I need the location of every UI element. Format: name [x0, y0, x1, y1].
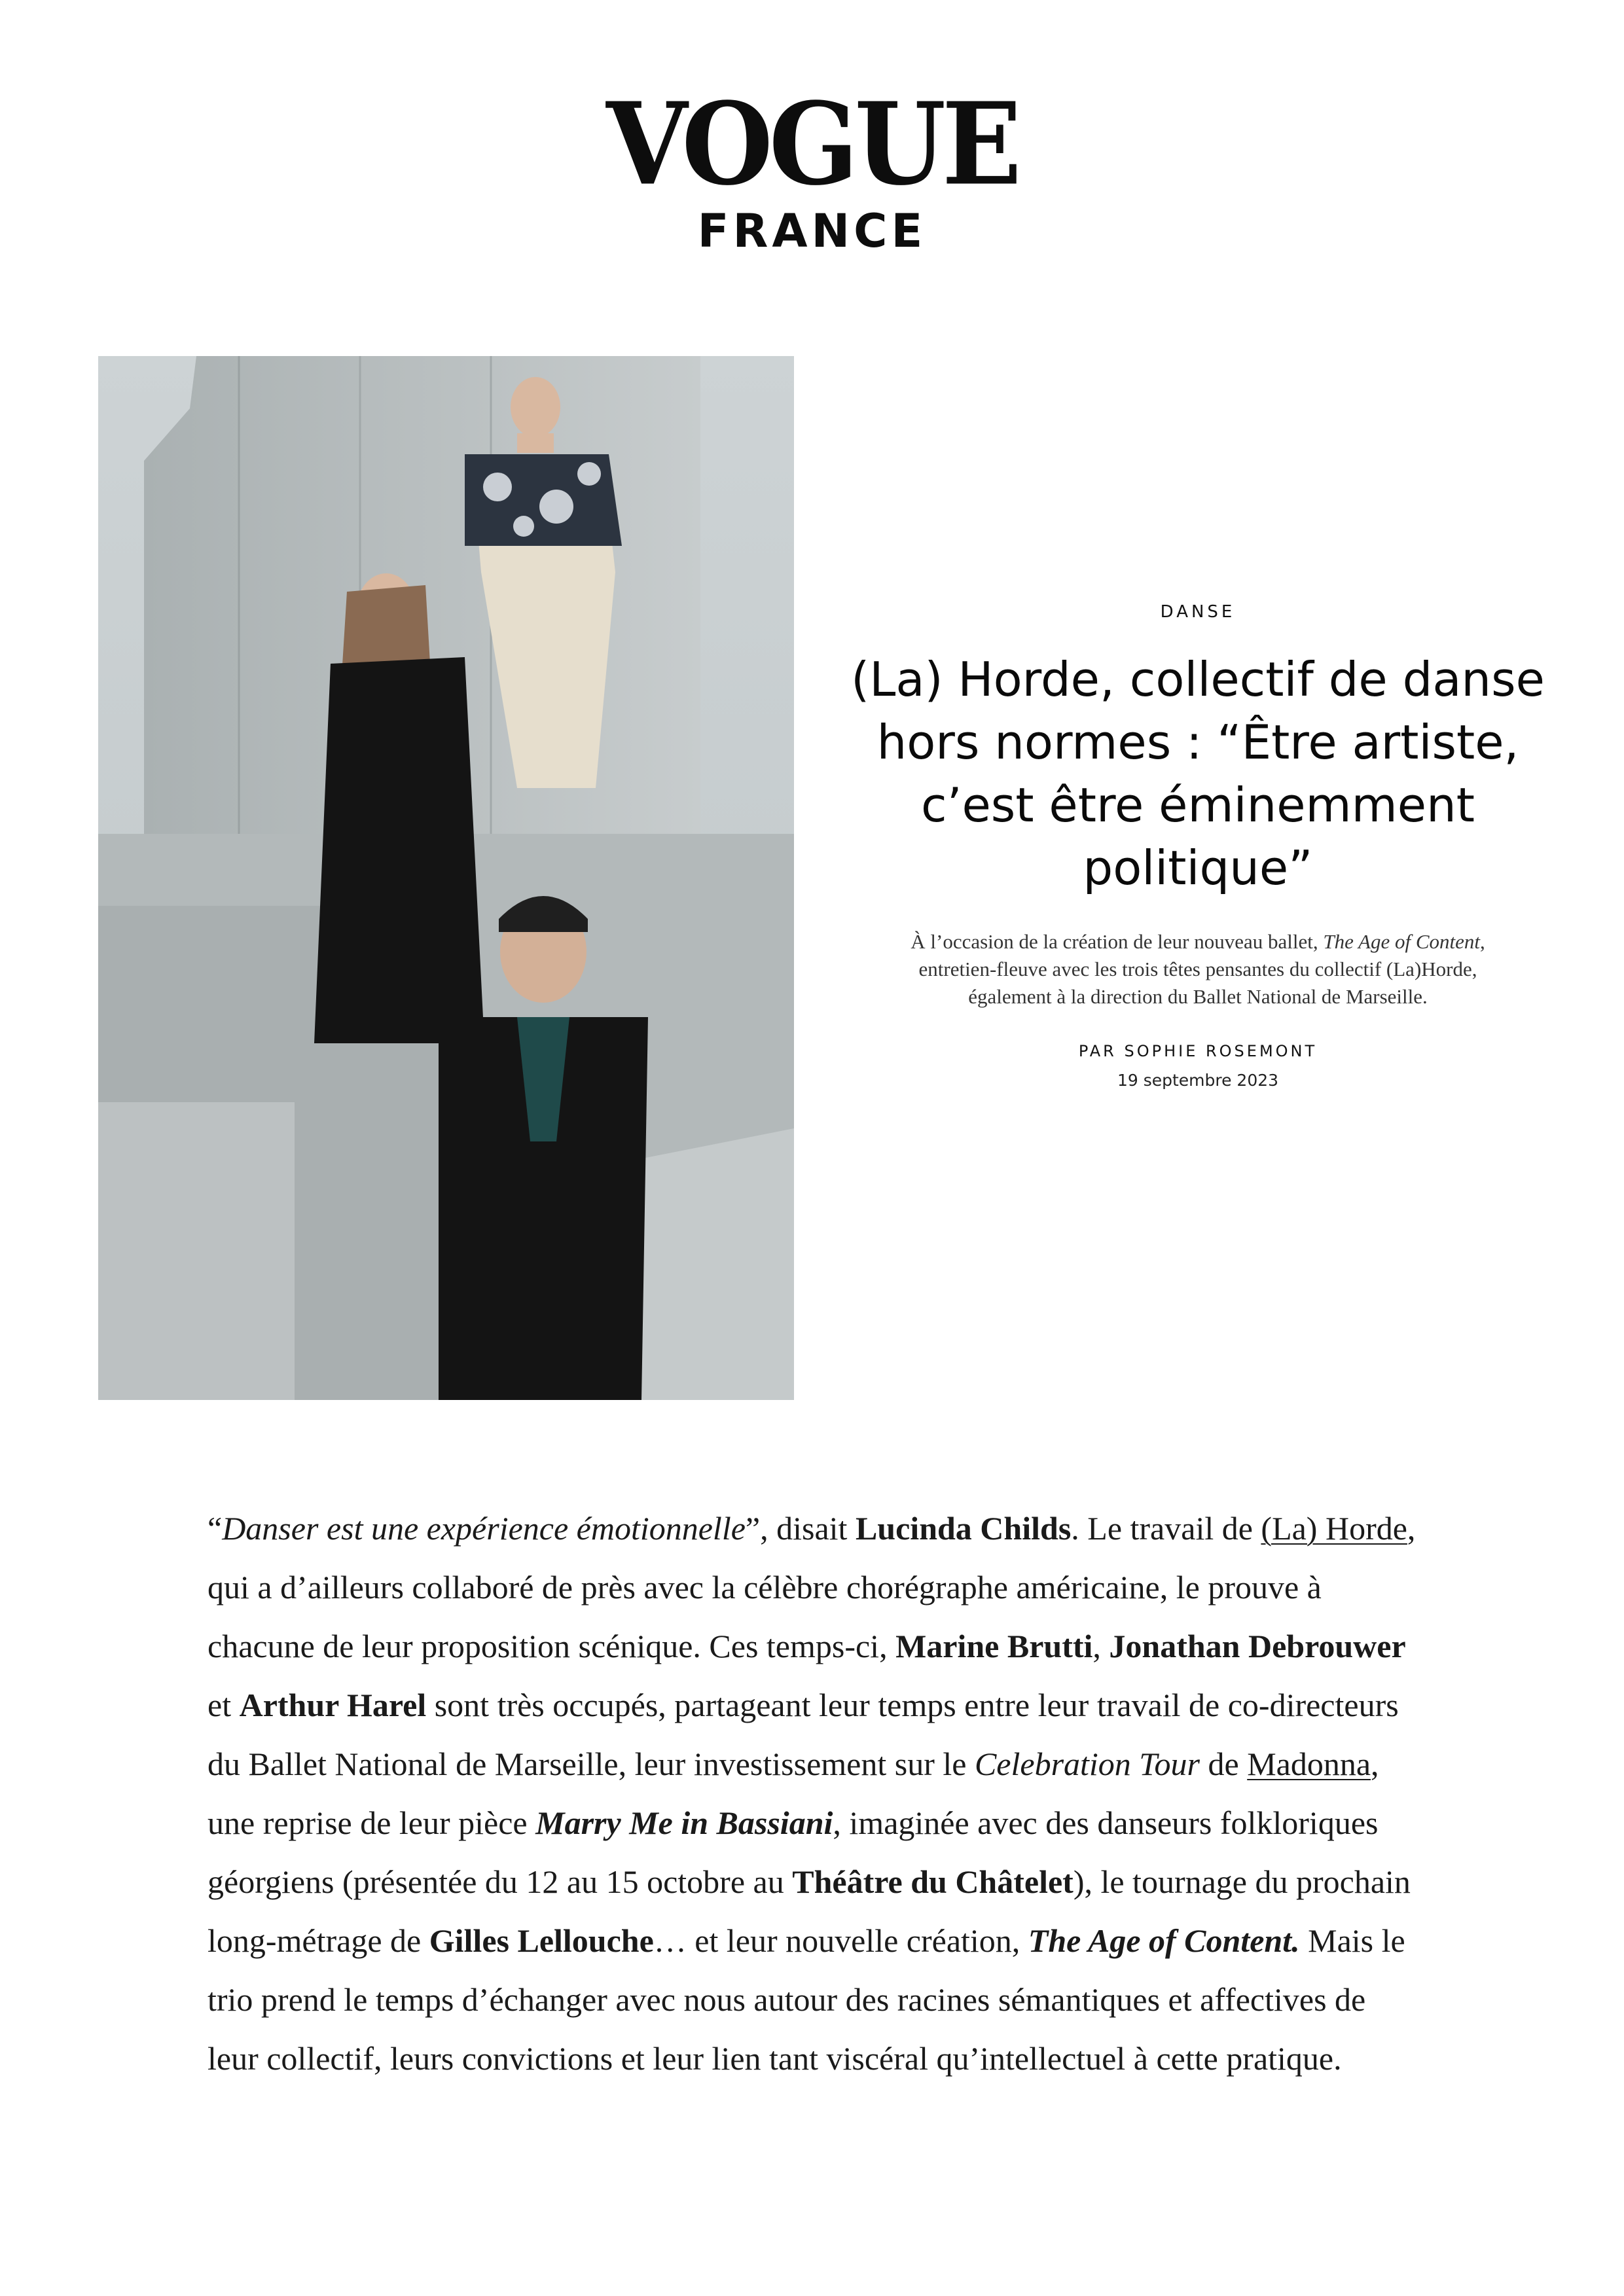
- body-text: et: [208, 1687, 240, 1723]
- body-text: , une reprise de leur pièce: [208, 1746, 1379, 1841]
- name-marine-brutti: Marine Brutti: [895, 1628, 1093, 1664]
- body-text: de: [1199, 1746, 1248, 1782]
- title-marry-me-in-bassiani: Marry Me in Bassiani: [535, 1804, 833, 1841]
- quote-open: “: [208, 1510, 223, 1547]
- photo-three-dancers-icon: [98, 356, 794, 1400]
- quote-italic: Danser est une expérience émotionnelle: [222, 1510, 746, 1547]
- name-jonathan-debrouwer: Jonathan Debrouwer: [1109, 1628, 1406, 1664]
- title-celebration-tour: Celebration Tour: [974, 1746, 1200, 1782]
- dek-text-end: , entretien-fleuve avec les trois têtes pensantes du collectif (La)Horde, également à la direction du Ballet National de Marseille.: [918, 930, 1485, 1008]
- body-text: ”, disait: [745, 1510, 856, 1547]
- link-madonna[interactable]: Madonna: [1247, 1746, 1371, 1782]
- name-arthur-harel: Arthur Harel: [239, 1687, 427, 1723]
- body-text: . Le travail de: [1071, 1510, 1261, 1547]
- article-body: [208, 1499, 1418, 2088]
- link-la-horde[interactable]: (La) Horde: [1261, 1510, 1407, 1547]
- body-text: , qui a d’ailleurs collaboré de près avec la célèbre chorégraphe américaine, le prouve à chacune de leur proposition scénique. Ces temps-ci,: [208, 1510, 1416, 1664]
- body-text: ,: [1092, 1628, 1110, 1664]
- headline-block: [844, 602, 1551, 1090]
- masthead: [0, 77, 1624, 258]
- title-the-age-of-content: The Age of Content.: [1028, 1922, 1300, 1959]
- name-lucinda-childs: Lucinda Childs: [855, 1510, 1072, 1547]
- dek-italic: The Age of Content: [1323, 930, 1480, 953]
- body-text: ), le tournage du prochain long-métrage de: [208, 1863, 1411, 1959]
- byline[interactable]: PAR SOPHIE ROSEMONT: [1078, 1042, 1318, 1060]
- publish-date: 19 septembre 2023: [1117, 1071, 1279, 1090]
- hero-photo: [98, 356, 794, 1400]
- body-text: , imaginée avec des danseurs folkloriques géorgiens (présentée du 12 au 15 octobre au: [208, 1804, 1379, 1900]
- body-text: sont très occupés, partageant leur temps entre leur travail de co-directeurs du Ballet National de Marseille, leur investissement sur le: [208, 1687, 1399, 1782]
- name-theatre-du-chatelet: Théâtre du Châtelet: [792, 1863, 1074, 1900]
- body-text: Mais le trio prend le temps d’échanger avec nous autour des racines sémantiques et affectives de leur collectif, leurs convictions et leur lien tant viscéral qu’intellectuel à cette pratique.: [208, 1922, 1405, 2077]
- edition-label: FRANCE: [697, 204, 927, 258]
- article-title: (La) Horde, collectif de danse hors normes : “Être artiste, c’est être éminemment politique”: [851, 652, 1545, 895]
- dek-text: À l’occasion de la création de leur nouveau ballet,: [911, 930, 1324, 953]
- body-text: … et leur nouvelle création,: [653, 1922, 1028, 1959]
- category-label[interactable]: DANSE: [1160, 602, 1236, 622]
- name-gilles-lellouche: Gilles Lellouche: [429, 1922, 654, 1959]
- article-dek: [877, 928, 1519, 1011]
- vogue-logo[interactable]: VOGUE: [606, 77, 1018, 211]
